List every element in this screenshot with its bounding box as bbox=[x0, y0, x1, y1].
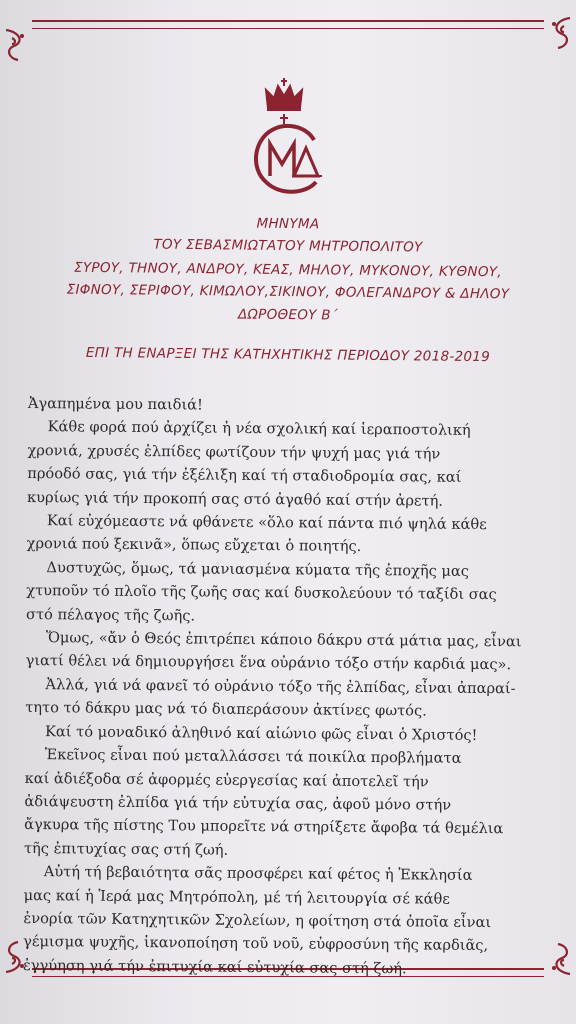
body-line: χρονιά, χρυσές ἐλπίδες φωτίζουν τήν ψυχή μας γιά τήν bbox=[27, 441, 441, 463]
heading-sees-line-2: ΣΙΦΝΟΥ, ΣΕΡΙΦΟΥ, ΚΙΜΩΛΟΥ,ΣΙΚΙΝΟΥ, ΦΟΛΕΓΑΝΔΡΟΥ & ΔΗΛΟΥ bbox=[66, 281, 510, 303]
body-line: Αὐτή τή βεβαιότητα σᾶς προσφέρει καί φέτος ἡ Ἐκκλησία bbox=[43, 863, 473, 885]
body-line: γιατί θέλει νά δημιουργήσει ἕνα οὐράνιο τόξο στήν καρδιά μας». bbox=[25, 652, 512, 674]
heading-title: ΤΟΥ ΣΕΒΑΣΜΙΩΤΑΤΟΥ ΜΗΤΡΟΠΟΛΙΤΟΥ bbox=[153, 236, 423, 256]
body-line: Καί τό μοναδικό ἀληθινό καί αἰώνιο φῶς εἶναι ὁ Χριστός! bbox=[44, 722, 478, 744]
heading-occasion: ΕΠΙ ΤΗ ΕΝΑΡΞΕΙ ΤΗΣ ΚΑΤΗΧΗΤΙΚΗΣ ΠΕΡΙΟΔΟΥ 2018-2019 bbox=[85, 344, 491, 366]
body-line: τῆς ἐπιτυχίας σας στή ζωή. bbox=[23, 839, 229, 859]
body-line: Δυστυχῶς, ὅμως, τά μανιασμένα κύματα τῆς ἐποχῆς μας bbox=[46, 559, 470, 580]
body-line: στό πέλαγος τῆς ζωῆς. bbox=[25, 605, 196, 625]
top-border-rule bbox=[32, 20, 544, 29]
body-line: γέμισμα ψυχῆς, ἱκανοποίηση τοῦ νοῦ, εὐφροσύνη τῆς καρδιᾶς, bbox=[23, 933, 489, 955]
body-line: Κάθε φορά πού ἀρχίζει ἡ νέα σχολική καί ἱεραποστολική bbox=[47, 418, 471, 440]
heading-message: ΜΗΝΥΜΑ bbox=[256, 215, 320, 233]
body-line: ἀδιάψευστη ἐλπίδα γιά τήν εὐτυχία σας, ἀφοῦ μόνο στήν bbox=[24, 792, 452, 814]
body-line: χτυποῦν τό πλοῖο τῆς ζωῆς σας καί δυσκολεύουν τό ταξίδι σας bbox=[26, 582, 497, 604]
salutation: Ἀγαπημένα μου παιδιά! bbox=[27, 394, 204, 414]
letter-body bbox=[23, 392, 558, 982]
body-line: ἐγγύηση γιά τήν ἐπιτυχία καί εὐτυχία σας στή ζωή. bbox=[22, 956, 407, 978]
body-line: Ὅμως, «ἄν ὁ Θεός ἐπιτρέπει κάποιο δάκρυ στά μάτια μας, εἶναι bbox=[45, 629, 522, 651]
body-line: ἄγκυρα τῆς πίστης Του μπορεῖτε νά στηρίξετε ἄφοβα τά θεμέλια bbox=[24, 816, 504, 838]
body-line: Ἀλλά, γιά νά φανεῖ τό οὐράνιο τόξο τῆς ἐλπίδας, εἶναι ἀπαραί- bbox=[45, 676, 516, 698]
crown-monogram-emblem-icon bbox=[236, 78, 332, 208]
heading-sees-line-1: ΣΥΡΟΥ, ΤΗΝΟΥ, ΑΝΔΡΟΥ, ΚΕΑΣ, ΜΗΛΟΥ, ΜΥΚΟΝΟΥ, ΚΥΘΝΟΥ, bbox=[73, 259, 503, 281]
body-line: χρονιά πού ξεκινᾶ», ὅπως εὔχεται ὁ ποιητής. bbox=[26, 535, 362, 556]
body-line: μας καί ἡ Ἱερά μας Μητρόπολη, μέ τή λειτουργία σέ κάθε bbox=[23, 886, 450, 908]
heading-metropolitan-name: ΔΩΡΟΘΕΟΥ Β΄ bbox=[237, 306, 339, 324]
body-line: τητο τό δάκρυ μας νά τό διαπεράσουν ἀκτίνες φωτός. bbox=[25, 699, 427, 720]
body-line: κυρίως γιά τήν προκοπή σας στό ἀγαθό καί στήν ἀρετή. bbox=[27, 488, 444, 510]
body-line: καί ἀδιέξοδα σέ ἀφορμές εὐεργεσίας καί ἀποτελεῖ τήν bbox=[24, 769, 429, 791]
body-line: πρόοδό σας, γιά τήν ἐξέλιξη καί τή σταδιοδρομία σας, καί bbox=[27, 465, 462, 487]
body-line: ἐνορία τῶν Κατηχητικῶν Σχολείων, η φοίτηση στά ὁποῖα εἶναι bbox=[23, 909, 492, 931]
corner-ornament-icon bbox=[2, 26, 30, 66]
corner-ornament-icon bbox=[546, 14, 574, 54]
body-line: Καί εὐχόμεαστε νά φθάνετε «ὅλο καί πάντα πιό ψηλά κάθε bbox=[46, 512, 487, 534]
body-line: Ἐκεῖνος εἶναι πού μεταλλάσσει τά ποικίλα προβλήματα bbox=[44, 746, 462, 767]
